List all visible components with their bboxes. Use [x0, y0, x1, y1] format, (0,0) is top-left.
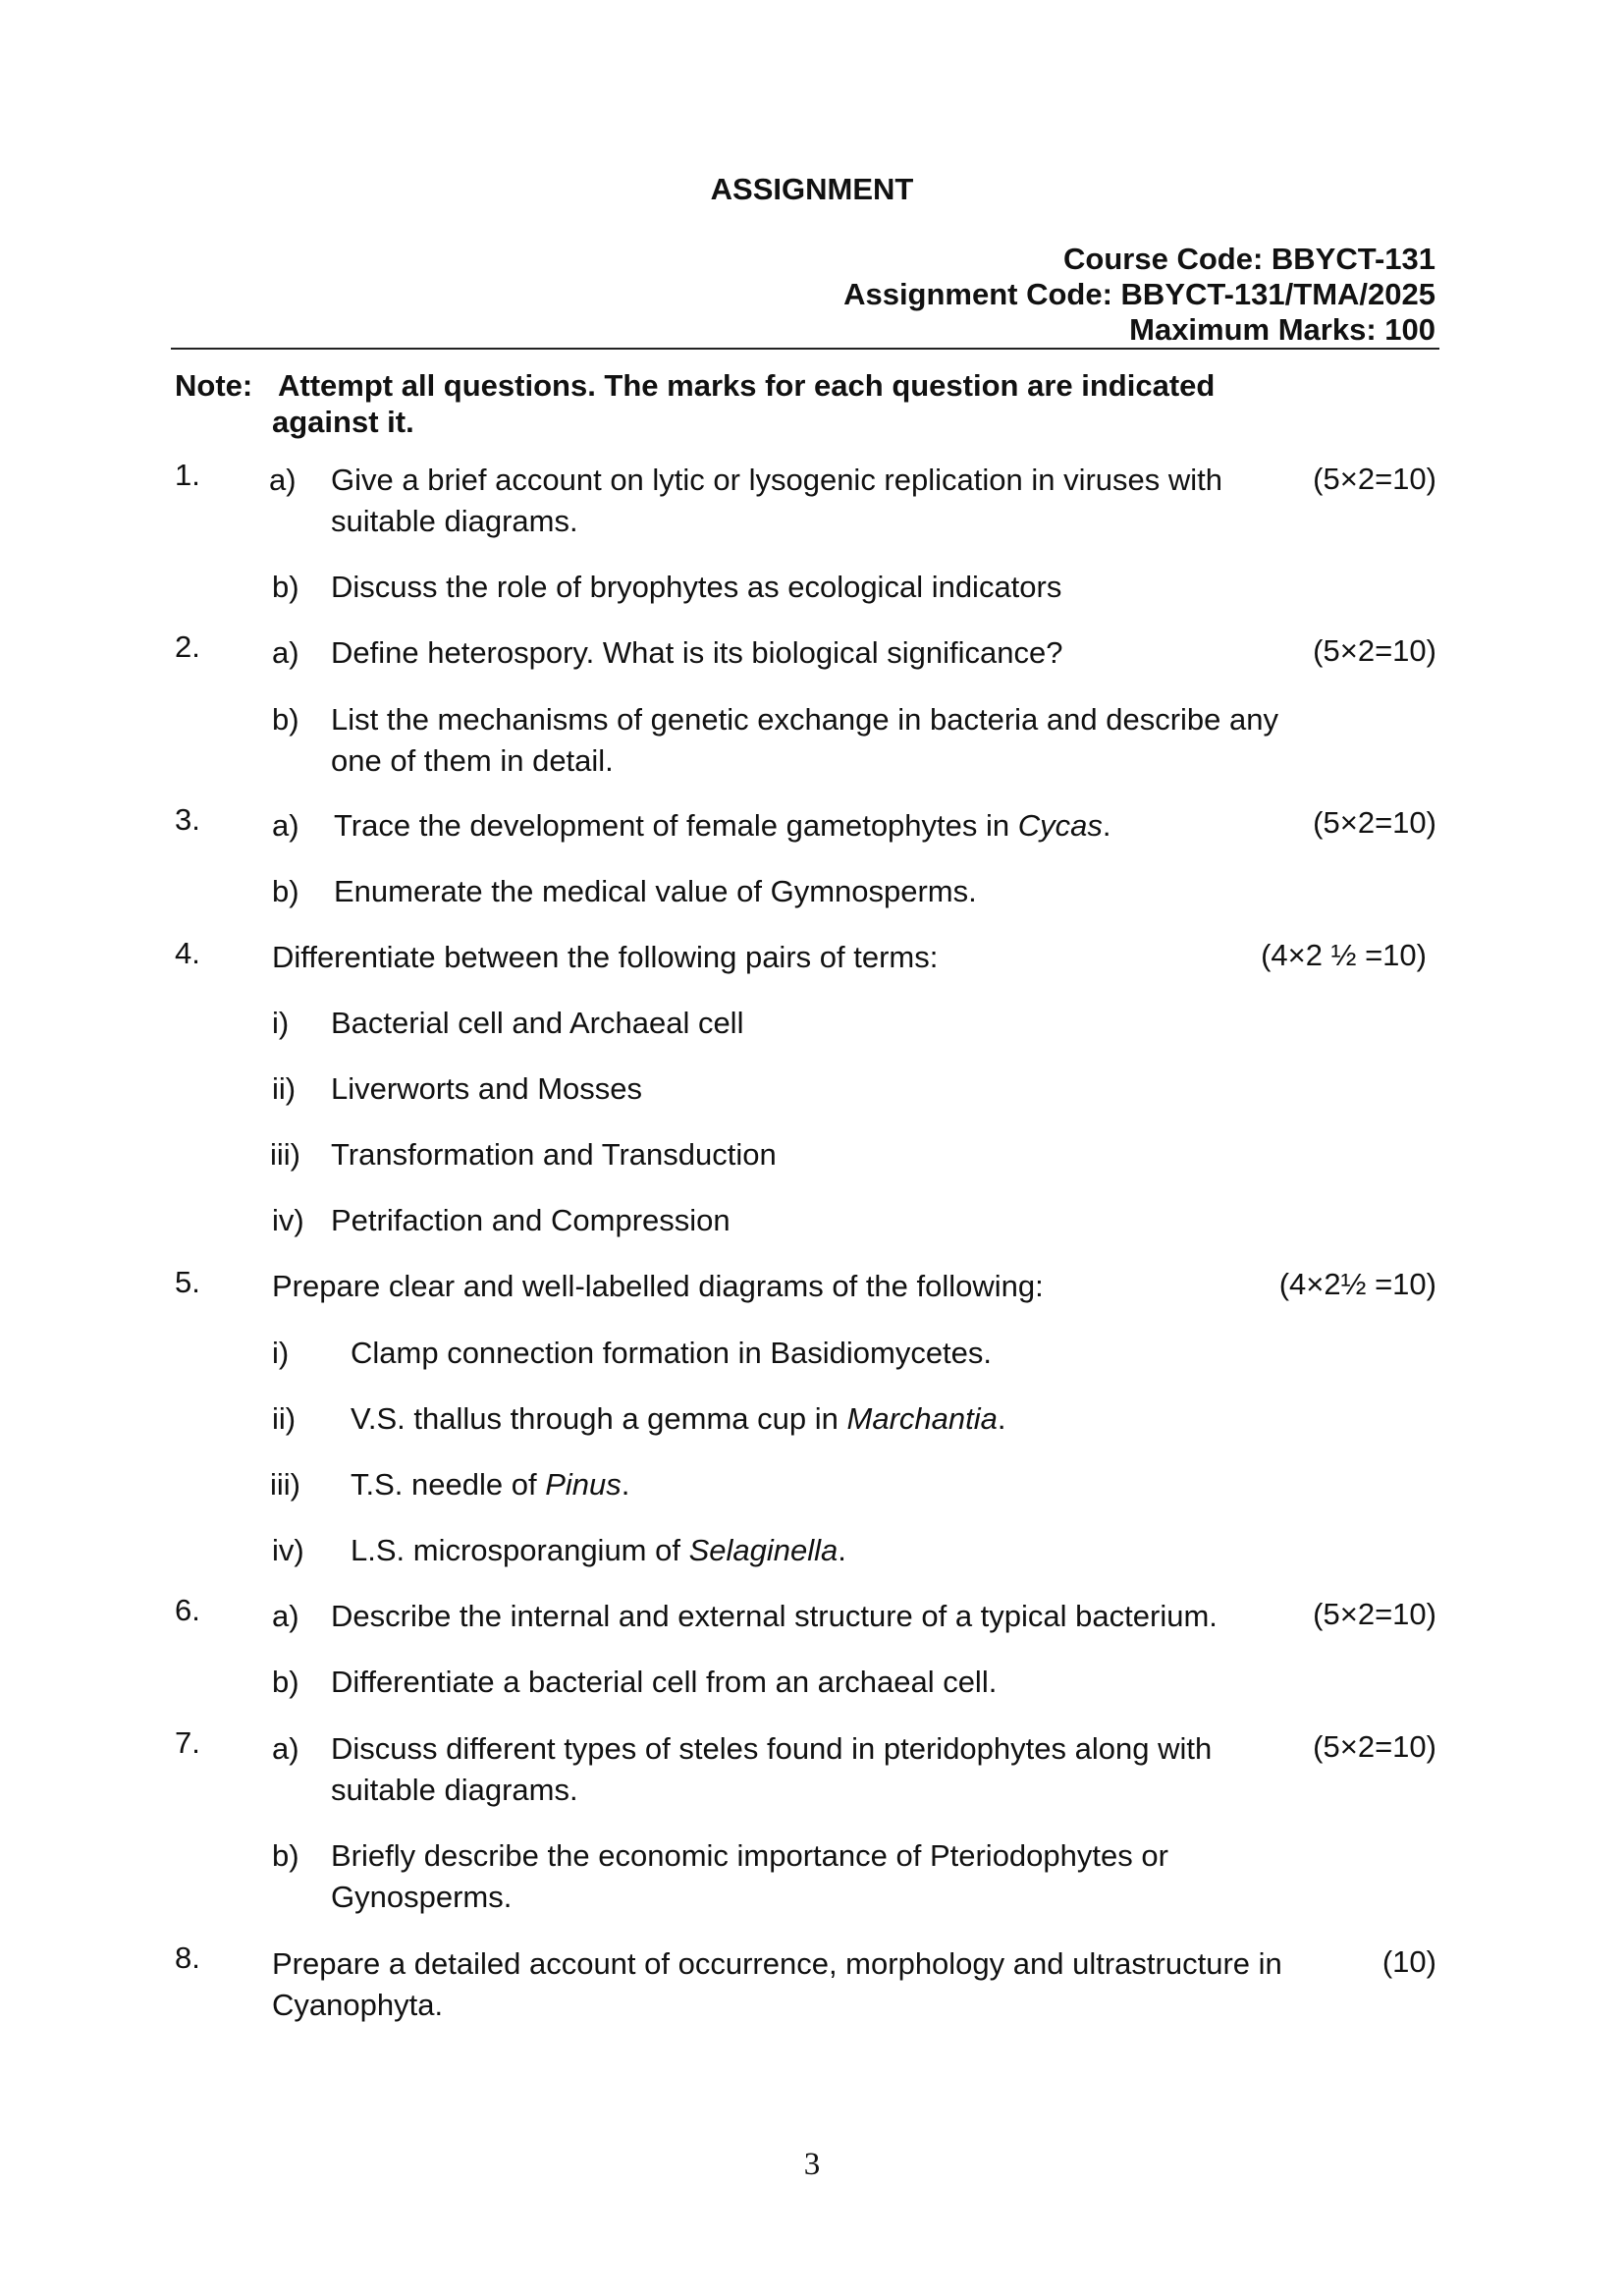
question-5-i-text: Clamp connection formation in Basidiomycetes.	[351, 1336, 993, 1370]
question-7-marks: (5×2=10)	[1313, 1729, 1436, 1764]
question-6a-label: a)	[272, 1599, 299, 1633]
question-8-marks: (10)	[1381, 1944, 1436, 1979]
question-7a-label: a)	[272, 1731, 299, 1766]
question-5-iii-text	[351, 1467, 629, 1503]
question-4-ii-label: ii)	[272, 1071, 297, 1106]
question-5-iv-text	[351, 1533, 846, 1568]
question-5-ii-pre: V.S. thallus through a gemma cup in	[351, 1401, 847, 1436]
question-6-marks: (5×2=10)	[1313, 1597, 1436, 1631]
question-7a-text-cont: suitable diagrams.	[331, 1773, 578, 1807]
question-4-ii-text: Liverworts and Mosses	[331, 1071, 643, 1106]
assignment-code: Assignment Code: BBYCT-131/TMA/2025	[843, 277, 1435, 311]
question-1a-text-cont: suitable diagrams.	[331, 504, 578, 538]
question-5-iii-post: .	[621, 1467, 630, 1502]
question-2b-label: b)	[272, 702, 299, 737]
question-4-marks: (4×2 ½ =10)	[1261, 938, 1427, 972]
question-2b-text: List the mechanisms of genetic exchange in bacteria and describe any	[331, 702, 1279, 737]
question-4-iv-label: iv)	[272, 1203, 304, 1237]
question-3a-text	[334, 808, 1111, 844]
question-2a-label: a)	[272, 635, 299, 670]
question-5-ii-post: .	[997, 1401, 1006, 1436]
question-8-text-cont: Cyanophyta.	[272, 1988, 444, 2022]
question-6b-label: b)	[272, 1665, 299, 1699]
question-8-text: Prepare a detailed account of occurrence, morphology and ultrastructure in	[272, 1946, 1282, 1981]
question-5-stem: Prepare clear and well-labelled diagrams of the following:	[272, 1269, 1044, 1303]
question-5-iv-post: .	[838, 1533, 846, 1567]
question-3b-text: Enumerate the medical value of Gymnosperms.	[334, 874, 977, 908]
page-number: 3	[803, 2147, 821, 2182]
question-5-iv-label: iv)	[272, 1533, 304, 1567]
note-label: Note:	[175, 368, 253, 403]
question-5-iii-pre: T.S. needle of	[351, 1467, 546, 1502]
question-4-stem: Differentiate between the following pairs of terms:	[272, 940, 939, 974]
question-2-number: 2.	[175, 629, 200, 664]
question-5-iv-genus: Selaginella	[688, 1533, 839, 1567]
question-7a-text: Discuss different types of steles found in pteridophytes along with	[331, 1731, 1213, 1766]
question-4-iii-label: iii)	[270, 1137, 300, 1172]
question-2a-text: Define heterospory. What is its biological significance?	[331, 635, 1063, 670]
question-5-ii-label: ii)	[272, 1401, 297, 1436]
question-4-i-text: Bacterial cell and Archaeal cell	[331, 1006, 744, 1040]
question-7-number: 7.	[175, 1725, 200, 1760]
page-title: ASSIGNMENT	[710, 172, 914, 206]
question-6a-text: Describe the internal and external structure of a typical bacterium.	[331, 1599, 1218, 1633]
question-5-marks: (4×2½ =10)	[1278, 1267, 1436, 1301]
question-4-number: 4.	[175, 936, 200, 970]
question-7b-text-cont: Gynosperms.	[331, 1880, 513, 1914]
question-4-iii-text: Transformation and Transduction	[331, 1137, 777, 1172]
question-1a-text: Give a brief account on lytic or lysogenic replication in viruses with	[331, 463, 1223, 497]
course-code: Course Code: BBYCT-131	[1063, 242, 1435, 276]
question-2-marks: (5×2=10)	[1313, 633, 1436, 668]
question-3-number: 3.	[175, 802, 200, 837]
header-divider	[171, 348, 1439, 350]
question-3-marks: (5×2=10)	[1313, 805, 1436, 840]
note-text-line1: Attempt all questions. The marks for each question are indicated	[278, 368, 1216, 403]
question-5-iv-pre: L.S. microsporangium of	[351, 1533, 689, 1567]
question-7b-text: Briefly describe the economic importance of Pteriodophytes or	[331, 1838, 1168, 1873]
question-1b-label: b)	[272, 570, 299, 604]
question-3b-label: b)	[272, 874, 299, 908]
question-1-number: 1.	[175, 458, 200, 492]
question-3a-genus: Cycas	[1017, 808, 1103, 843]
question-5-i-label: i)	[272, 1336, 290, 1370]
question-4-iv-text: Petrifaction and Compression	[331, 1203, 731, 1237]
question-4-i-label: i)	[272, 1006, 290, 1040]
maximum-marks: Maximum Marks: 100	[1129, 312, 1435, 347]
question-3a-label: a)	[272, 808, 299, 843]
question-8-number: 8.	[175, 1941, 200, 1975]
question-5-ii-genus: Marchantia	[846, 1401, 998, 1436]
question-3a-text-pre: Trace the development of female gametophytes in	[334, 808, 1018, 843]
question-5-iii-label: iii)	[270, 1467, 300, 1502]
question-6b-text: Differentiate a bacterial cell from an archaeal cell.	[331, 1665, 998, 1699]
question-1b-text: Discuss the role of bryophytes as ecological indicators	[331, 570, 1062, 604]
question-1-marks: (5×2=10)	[1313, 462, 1436, 496]
question-2b-text-cont: one of them in detail.	[331, 743, 614, 778]
question-7b-label: b)	[272, 1838, 299, 1873]
question-6-number: 6.	[175, 1593, 200, 1627]
question-5-iii-genus: Pinus	[545, 1467, 622, 1502]
question-1a-label: a)	[269, 463, 297, 497]
question-5-number: 5.	[175, 1265, 200, 1299]
note-text-line2: against it.	[272, 405, 414, 439]
question-5-ii-text	[351, 1401, 1005, 1437]
question-3a-text-post: .	[1102, 808, 1111, 843]
